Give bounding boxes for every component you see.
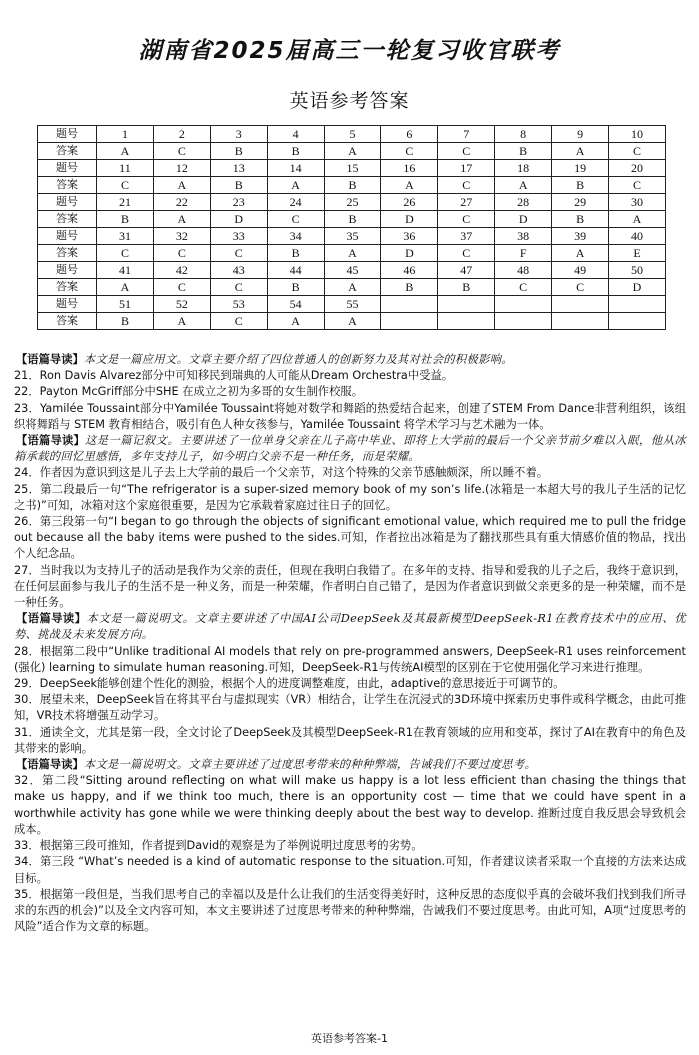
table-cell: D [609,279,666,296]
table-cell: 31 [97,228,154,245]
answer-explanation: 21．Ron Davis Alvarez部分中可知移民到瑞典的人可能从Dream Orchestra中受益。 [14,369,454,383]
table-cell [552,296,609,313]
table-cell: 13 [210,160,267,177]
table-cell: A [495,177,552,194]
answer-table [37,125,666,330]
answer-explanation: 34．第三段 “What’s needed is a kind of automatic response to the situation.可知，作者建议读者采取一个直接的方法来达成目标。 [14,855,686,885]
table-cell: B [552,177,609,194]
table-cell [552,313,609,330]
table-cell: 39 [552,228,609,245]
table-cell: 48 [495,262,552,279]
table-cell: A [324,245,381,262]
table-cell [381,296,438,313]
row-label: 题号 [38,228,97,245]
table-cell: 51 [97,296,154,313]
table-cell: A [324,279,381,296]
table-cell: 17 [438,160,495,177]
row-label: 题号 [38,296,97,313]
table-cell: 14 [267,160,324,177]
table-cell: 38 [495,228,552,245]
table-cell: 35 [324,228,381,245]
answer-explanation: 25．第二段最后一句“The refrigerator is a super-sized memory book of my son’s life.(冰箱是一本超大号的我儿子生活的记忆之书)”可知，冰箱对这个家庭很重要，是因为它承载着家庭过往日子的回忆。 [14,482,686,512]
table-cell: A [324,143,381,160]
table-cell: 1 [97,126,154,143]
table-cell: 29 [552,194,609,211]
table-row [38,126,666,143]
table-cell: 28 [495,194,552,211]
answer-explanation: 33．根据第三段可推知，作者提到David的观察是为了举例说明过度思考的劣势。 [14,839,423,853]
table-cell: 12 [153,160,210,177]
row-label: 答案 [38,279,97,296]
table-cell: 8 [495,126,552,143]
row-label: 答案 [38,211,97,228]
table-row [38,211,666,228]
table-cell: C [153,279,210,296]
answer-explanation: 31．通读全文，尤其是第一段，全文讨论了DeepSeek及其模型DeepSeek-R1在教育领域的应用和变革，探讨了AI在教育中的角色及其带来的影响。 [14,725,686,755]
table-cell: 10 [609,126,666,143]
table-row [38,313,666,330]
table-cell [381,313,438,330]
table-cell: 15 [324,160,381,177]
table-cell: B [381,279,438,296]
table-cell: A [97,143,154,160]
table-cell: C [609,143,666,160]
table-cell: 5 [324,126,381,143]
table-cell: C [438,143,495,160]
table-cell: C [552,279,609,296]
table-cell: A [552,143,609,160]
table-cell: B [438,279,495,296]
table-cell: 44 [267,262,324,279]
table-row [38,262,666,279]
table-cell: B [267,279,324,296]
guide-text: 本文是一篇说明文。文章主要讲述了中国AI公司DeepSeek及其最新模型DeepSeek-R1在教育技术中的应用、优势、挑战及未来发展方向。 [14,612,686,642]
page-title: 湖南省2025届高三一轮复习收官联考 [138,38,561,64]
table-cell: 20 [609,160,666,177]
table-cell: 46 [381,262,438,279]
table-cell [495,296,552,313]
table-cell: 52 [153,296,210,313]
row-label: 答案 [38,313,97,330]
table-cell: A [381,177,438,194]
guide-label: 【语篇导读】 [16,353,84,366]
answer-explanation: 32．第二段“Sitting around reflecting on what will make us happy is a lot less efficient than chasing the things that make us happy, and if we think too much, there is an opportunity cost — time that we could have spent in a worthwhile activity has gone while we were thinking deeply about the best way to develop. 推断过度自我反思会导致机会成本。 [14,774,686,836]
table-cell: 49 [552,262,609,279]
table-cell: D [210,211,267,228]
table-cell: C [438,245,495,262]
table-cell: B [210,177,267,194]
table-cell: 40 [609,228,666,245]
table-cell: 33 [210,228,267,245]
table-cell [495,313,552,330]
guide-text: 这是一篇记叙文。主要讲述了一位单身父亲在儿子高中毕业、即将上大学前的最后一个父亲节前夕难以入眠，他从冰箱承载的回忆里感悟，多年支持儿子，如今明白父亲不是一种任务，而是荣耀。 [14,434,686,464]
table-cell: A [609,211,666,228]
table-cell: 47 [438,262,495,279]
reading-guide [14,433,686,465]
table-cell: 16 [381,160,438,177]
table-cell: 27 [438,194,495,211]
table-cell [609,296,666,313]
table-cell: C [153,143,210,160]
guide-label: 【语篇导读】 [16,434,85,448]
table-cell: 7 [438,126,495,143]
table-cell: D [381,211,438,228]
table-row [38,143,666,160]
answer-explanation: 29．DeepSeek能够创建个性化的测验，根据个人的进度调整难度，由此，adaptive的意思接近于可调节的。 [14,677,565,691]
table-cell: C [267,211,324,228]
table-cell: 45 [324,262,381,279]
table-cell [438,313,495,330]
table-cell: A [97,279,154,296]
row-label: 答案 [38,177,97,194]
table-row [38,160,666,177]
row-label: 题号 [38,160,97,177]
table-cell: D [495,211,552,228]
table-cell: B [97,211,154,228]
table-row [38,296,666,313]
table-cell: A [324,313,381,330]
row-label: 题号 [38,194,97,211]
table-cell: B [97,313,154,330]
table-cell: 53 [210,296,267,313]
row-label: 答案 [38,143,97,160]
table-cell: A [153,313,210,330]
table-cell: 32 [153,228,210,245]
table-cell: 23 [210,194,267,211]
table-cell: A [153,177,210,194]
table-cell: 6 [381,126,438,143]
table-cell [609,313,666,330]
table-cell: 34 [267,228,324,245]
table-cell: A [267,313,324,330]
page-footer: 英语参考答案-1 [311,1032,388,1045]
table-cell: B [210,143,267,160]
table-cell: C [438,211,495,228]
table-cell: F [495,245,552,262]
answer-explanation: 26．第三段第一句“I began to go through the objects of significant emotional value, which required me to pull the fridge out because all the baby items were pushed to the sides.可知，作者拉出冰箱是为了翻找那些具有重大情感价值的物品，找出个人纪念品。 [14,515,686,561]
guide-text: 本文是一篇应用文。文章主要介绍了四位普通人的创新努力及其对社会的积极影响。 [83,353,513,366]
table-cell: A [552,245,609,262]
table-cell: 21 [97,194,154,211]
table-cell: 41 [97,262,154,279]
table-cell: 22 [153,194,210,211]
table-cell: C [210,279,267,296]
table-cell: A [267,177,324,194]
table-row [38,228,666,245]
row-label: 题号 [38,262,97,279]
table-row [38,194,666,211]
table-cell: 24 [267,194,324,211]
table-cell: 50 [609,262,666,279]
answer-explanation: 35．根据第一段但是，当我们思考自己的幸福以及是什么让我们的生活变得美好时，这种反思的态度似乎真的会破坏我们找到我们所寻求的东西的机会)”以及全文内容可知，本文主要讲述了过度思考带来的种种弊端，告诫我们不要过度思考。由此可知，A项“过度思考的风险”适合作为文章的标题。 [14,887,686,934]
table-cell: 11 [97,160,154,177]
table-cell: 19 [552,160,609,177]
table-cell: C [97,177,154,194]
answer-explanation: 22．Payton McGriff部分中SHE 在成立之初为多哥的女生制作校服。 [14,385,363,399]
table-cell: C [97,245,154,262]
table-cell: C [381,143,438,160]
row-label: 答案 [38,245,97,262]
table-cell: 4 [267,126,324,143]
table-cell: B [495,143,552,160]
table-cell: 3 [210,126,267,143]
table-cell: C [609,177,666,194]
reading-guide [14,611,686,643]
table-cell: C [438,177,495,194]
answer-explanation: 23．Yamilée Toussaint部分中Yamilée Toussaint将她对数学和舞蹈的热爱结合起来，创建了STEM From Dance非营利组织，该组织将舞蹈与 STEM 教育相结合，吸引有色人种女孩参与，Yamilée Toussaint 将学术学习与艺术融为一体。 [14,401,686,431]
table-cell: A [153,211,210,228]
row-label: 题号 [38,126,97,143]
table-cell: B [324,211,381,228]
table-cell [438,296,495,313]
table-cell: 37 [438,228,495,245]
explanations [14,352,686,935]
table-row [38,245,666,262]
table-cell: 18 [495,160,552,177]
table-cell: E [609,245,666,262]
table-cell: C [153,245,210,262]
table-cell: D [381,245,438,262]
answer-explanation: 30．展望未来，DeepSeek旨在将其平台与虚拟现实（VR）相结合，让学生在沉浸式的3D环境中探索历史事件或科学概念，由此可推知，VR技术将增强互动学习。 [14,693,686,723]
table-cell: 54 [267,296,324,313]
reading-guide [14,757,686,773]
page-subtitle: 英语参考答案 [289,90,410,112]
table-cell: B [267,143,324,160]
reading-guide [14,352,686,368]
guide-label: 【语篇导读】 [16,758,84,772]
table-cell: 43 [210,262,267,279]
table-cell: C [495,279,552,296]
answer-explanation: 28．根据第二段中“Unlike traditional AI models that rely on pre-programmed answers, DeepSeek-R1 uses reinforcement (强化) learning to simulate human reasoning.可知，DeepSeek-R1与传统AI模型的区别在于它使用强化学习来进行推理。 [14,644,686,674]
guide-text: 本文是一篇说明文。文章主要讲述了过度思考带来的种种弊端，告诫我们不要过度思考。 [83,758,537,772]
table-row [38,177,666,194]
table-cell: C [210,313,267,330]
answer-explanation: 27．当时我以为支持儿子的活动是我作为父亲的责任，但现在我明白我错了。在多年的支持、指导和爱我的儿子之后，我终于意识到，在任何层面参与我儿子的生活不是一种义务，而是一种荣耀，作者明白自己错了，是因为作者意识到做父亲更多的是一种荣耀，而不是一种任务。 [14,563,686,610]
table-cell: 2 [153,126,210,143]
answer-explanation: 24．作者因为意识到这是儿子去上大学前的最后一个父亲节，对这个特殊的父亲节感触颇深，所以睡不着。 [14,466,549,480]
table-cell: B [324,177,381,194]
guide-label: 【语篇导读】 [16,612,87,626]
table-cell: C [210,245,267,262]
table-cell: 25 [324,194,381,211]
table-cell: 55 [324,296,381,313]
table-cell: 9 [552,126,609,143]
table-cell: 26 [381,194,438,211]
table-cell: B [267,245,324,262]
table-row [38,279,666,296]
table-cell: B [552,211,609,228]
table-cell: 30 [609,194,666,211]
table-cell: 36 [381,228,438,245]
table-cell: 42 [153,262,210,279]
